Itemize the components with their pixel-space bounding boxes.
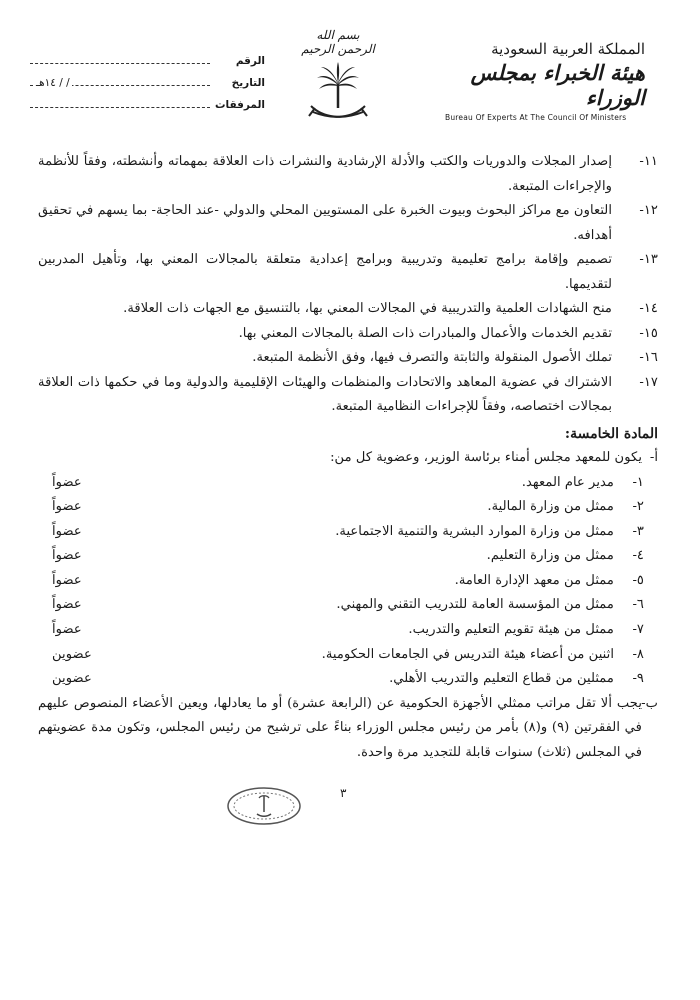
reference-line xyxy=(30,63,210,64)
bureau-title: هيئة الخبراء بمجلس الوزراء xyxy=(470,60,645,110)
item-number: ١٥- xyxy=(639,325,658,341)
member-role: عضواً xyxy=(52,548,82,564)
member-row xyxy=(38,495,658,520)
list-item xyxy=(38,199,658,248)
list-item xyxy=(38,322,658,347)
reference-label: الرقم xyxy=(235,55,265,67)
item-number: ١٧- xyxy=(639,374,658,390)
letterhead-fields xyxy=(30,55,265,121)
item-text: التعاون مع مراكز البحوث وبيوت الخبرة على المستويين المحلي والدولي -عند الحاجة- بما يسهم في تحقيق أهدافه. xyxy=(38,203,612,243)
list-item xyxy=(38,297,658,322)
member-number: ٨- xyxy=(632,646,644,662)
item-number: ١١- xyxy=(639,154,658,169)
member-role: عضواً xyxy=(52,474,82,490)
paragraph-a xyxy=(38,446,658,471)
member-row xyxy=(38,569,658,594)
member-row xyxy=(38,471,658,496)
paragraph-text: يجب ألا تقل مراتب ممثلي الأجهزة الحكومية عن (الرابعة عشرة) أو ما يعادلها، ويعين الأعضاء المنصوص عليهم في الفقرتين (٩) و(٨) بأمر من رئيس مجلس الوزراء بناءً على ترشيح من رئيس المجلس، وتكون مدة عضويتهم في المجلس (ثلاث) سنوات قابلة للتجديد مرة واحدة. xyxy=(38,695,642,760)
member-number: ١- xyxy=(632,474,644,490)
member-row xyxy=(38,643,658,668)
attachments-row xyxy=(30,99,265,121)
official-seal-stamp-icon xyxy=(226,786,302,826)
member-text: ممثل من معهد الإدارة العامة. xyxy=(454,572,614,588)
page-number: ٣ xyxy=(340,786,347,800)
item-text: تقديم الخدمات والأعمال والمبادرات ذات الصلة بالمجالات المعني بها. xyxy=(238,325,612,341)
member-row xyxy=(38,618,658,643)
item-text: تملك الأصول المنقولة والثابتة والتصرف فيها، وفق الأنظمة المتبعة. xyxy=(252,350,612,365)
member-role: عضوين xyxy=(52,671,92,687)
member-text: ممثل من وزارة التعليم. xyxy=(486,548,614,564)
member-number: ٣- xyxy=(632,523,644,539)
member-number: ٩- xyxy=(632,671,644,687)
letterhead-center xyxy=(298,28,378,128)
member-number: ٧- xyxy=(632,622,644,638)
member-role: عضواً xyxy=(52,499,82,515)
item-text: الاشتراك في عضوية المعاهد والاتحادات والمنظمات والهيئات الإقليمية والدولية وما في حكمها ذات العلاقة بمجالات اختصاصه، وفقاً للإجراءات النظامية المتبعة. xyxy=(38,374,612,414)
member-number: ٤- xyxy=(632,548,644,564)
member-text: اثنين من أعضاء هيئة التدريس في الجامعات الحكومية. xyxy=(321,646,614,662)
item-number: ١٤- xyxy=(639,301,658,316)
date-value: / / ١٤هـ xyxy=(36,77,70,89)
member-text: ممثل من هيئة تقويم التعليم والتدريب. xyxy=(408,622,614,638)
member-row xyxy=(38,593,658,618)
kingdom-title: المملكة العربية السعودية xyxy=(491,40,645,58)
member-text: مدير عام المعهد. xyxy=(521,474,614,490)
reference-row xyxy=(30,55,265,77)
member-role: عضواً xyxy=(52,597,82,613)
member-text: ممثل من وزارة الموارد البشرية والتنمية الاجتماعية. xyxy=(335,523,614,539)
item-text: منح الشهادات العلمية والتدريبية في المجالات المعني بها، بالتنسيق مع الجهات ذات العلاقة. xyxy=(123,301,612,316)
bureau-title-english: Bureau Of Experts At The Council Of Ministers xyxy=(445,113,627,122)
date-label: التاريخ xyxy=(231,77,265,89)
member-row xyxy=(38,667,658,692)
attachments-label: المرفقات xyxy=(214,99,265,111)
member-role: عضوين xyxy=(52,646,92,662)
member-number: ٥- xyxy=(632,572,644,588)
list-item xyxy=(38,371,658,420)
paragraph-label: ب- xyxy=(641,695,658,711)
list-item xyxy=(38,150,658,199)
item-text: تصميم وإقامة برامج تعليمية وتدريبية وبرامج إعدادية متعلقة بالمجالات المعني بها، وتأهيل المدربين لتقديمها. xyxy=(38,252,612,292)
paragraph-label: أ- xyxy=(649,450,658,465)
date-row xyxy=(30,77,265,99)
basmala: بسم الله الرحمن الرحيم xyxy=(301,28,375,56)
article-heading: المادة الخامسة: xyxy=(564,425,658,442)
paragraph-b xyxy=(38,692,658,766)
paragraph-text: يكون للمعهد مجلس أمناء برئاسة الوزير، وعضوية كل من: xyxy=(330,450,642,465)
member-role: عضواً xyxy=(52,572,82,588)
palm-swords-emblem-icon xyxy=(303,58,373,128)
list-item xyxy=(38,248,658,297)
member-text: ممثل من المؤسسة العامة للتدريب التقني والمهني. xyxy=(336,597,614,613)
item-number: ١٦- xyxy=(639,350,658,365)
member-text: ممثل من وزارة المالية. xyxy=(487,499,614,515)
item-number: ١٢- xyxy=(639,203,658,218)
list-item xyxy=(38,346,658,371)
member-number: ٢- xyxy=(632,499,644,515)
document-body xyxy=(38,150,658,765)
letterhead-right xyxy=(445,40,645,122)
attachments-line xyxy=(30,107,210,108)
member-number: ٦- xyxy=(632,597,644,613)
member-row xyxy=(38,520,658,545)
item-text: إصدار المجلات والدوريات والكتب والأدلة الإرشادية والنشرات ذات العلاقة بمهماته وأنشطته، وفقاً للأنظمة والإجراءات المتبعة. xyxy=(38,154,612,194)
member-text: ممثلين من قطاع التعليم والتدريب الأهلي. xyxy=(389,671,614,687)
member-role: عضواً xyxy=(52,523,82,539)
item-number: ١٣- xyxy=(639,252,658,267)
member-row xyxy=(38,544,658,569)
member-role: عضواً xyxy=(52,622,82,638)
